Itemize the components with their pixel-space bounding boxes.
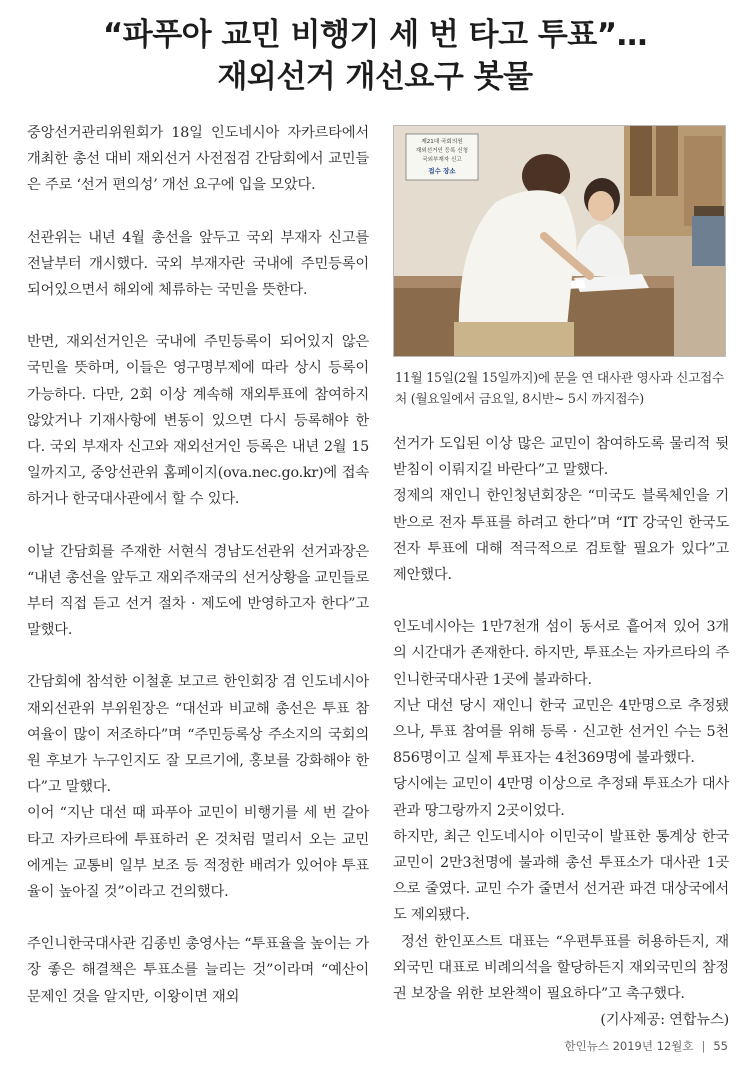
headline-line-1: “파푸아 교민 비행기 세 번 타고 투표”… xyxy=(102,17,648,53)
svg-text:제21대 국회의원: 제21대 국회의원 xyxy=(421,139,463,145)
paragraph: 이어 “지난 대선 때 파푸아 교민이 비행기를 세 번 갈아타고 자카르타에 투표하러 온 것처럼 멀리서 오는 교민에게는 교통비 일부 보조 등 적정한 배려가 있어야 투표율이 높아질 것”이라고 건의했다. xyxy=(27,805,369,901)
paragraph: 이날 간담회를 주재한 서현식 경남도선관위 선거과장은 “내년 총선을 앞두고 재외주재국의 선거상황을 교민들로부터 직접 듣고 선거 절차 · 제도에 반영하고자 한다”고 말했다. xyxy=(27,543,369,639)
article-credit: (기사제공: 연합뉴스) xyxy=(600,1012,729,1029)
paragraph: 정제의 재인니 한인청년회장은 “미국도 블록체인을 기반으로 전자 투표를 하려고 한다”며 “IT 강국인 한국도 전자 투표에 대해 적극적으로 검토할 필요가 있다”고 제안했다. xyxy=(393,488,729,584)
paragraph: 중앙선거관리위원회가 18일 인도네시아 자카르타에서 개최한 총선 대비 재외선거 사전점검 간담회에서 교민들은 주로 ‘선거 편의성’ 개선 요구에 입을 모았다. xyxy=(27,125,369,194)
photo-caption: 11월 15일(2월 15일까지)에 문을 연 대사관 영사과 신고접수처 (월요일에서 금요일, 8시반~ 5시 까지접수) xyxy=(395,370,724,406)
paragraph: 주인니한국대사관 김종빈 총영사는 “투표율을 높이는 가장 좋은 해결책은 투표소를 늘리는 것”이라며 “예산이 문제인 것을 알지만, 이왕이면 재외 xyxy=(27,936,369,1005)
article-left-column xyxy=(27,120,369,1010)
svg-text:국외부재자 신고: 국외부재자 신고 xyxy=(422,157,462,163)
article-headline xyxy=(0,14,750,98)
article-photo xyxy=(393,125,726,357)
page-number: 55 xyxy=(713,1039,728,1053)
sign-board xyxy=(406,134,478,180)
paragraph: 선관위는 내년 4월 총선을 앞두고 국외 부재자 신고를 전날부터 개시했다. 국외 부재자란 국내에 주민등록이 되어있으면서 해외에 체류하는 국민을 뜻한다. xyxy=(27,229,369,299)
paragraph: 지난 대선 당시 재인니 한국 교민은 4만명으로 추정됐으나, 투표 참여를 위해 등록 · 신고한 선거인 수는 5천856명이고 실제 투표자는 4천369명에 불과했다. xyxy=(393,697,729,767)
article-right-column xyxy=(393,431,729,1033)
paragraph: 선거가 도입된 이상 많은 교민이 참여하도록 물리적 뒷받침이 이뤄지길 바란다”고 말했다. xyxy=(393,436,729,479)
paragraph: 인도네시아는 1만7천개 섬이 동서로 흩어져 있어 3개의 시간대가 존재한다. 하지만, 투표소는 자카르타의 주인니한국대사관 1곳에 불과하다. xyxy=(393,619,729,688)
closing-quote: 정선 한인포스트 대표는 “우편투표를 허용하든지, 재외국민 대표로 비례의석을 할당하든지 재외국민의 참정권 보장을 위한 보완책이 필요하다”고 촉구했다. xyxy=(393,933,729,1003)
paragraph: 당시에는 교민이 4만명 이상으로 추정돼 투표소가 대사관과 땅그랑까지 2곳이었다. xyxy=(393,776,729,819)
paragraph: 반면, 재외선거인은 국내에 주민등록이 되어있지 않은 국민을 뜻하며, 이들은 영구명부제에 따라 상시 등록이 가능하다. 다만, 2회 이상 계속해 재외투표에 참여하지 않았거나 기재사항에 변동이 있으면 다시 등록해야 한다. 국외 부재자 신고와 재외선거인 등록은 내년 2월 15일까지고, 중앙선관위 홈페이지(ova.nec.go.kr)에 접속하거나 한국대사관에서 할 수 있다. xyxy=(27,334,369,508)
svg-text:접수 장소: 접수 장소 xyxy=(428,167,456,175)
publication-name: 한인뉴스 2019년 12월호 xyxy=(564,1039,694,1053)
svg-text:재외선거인 등록 신청: 재외선거인 등록 신청 xyxy=(415,148,469,154)
page-footer xyxy=(0,1038,728,1054)
paragraph: 간담회에 참석한 이철훈 보고르 한인회장 겸 인도네시아 재외선관위 부위원장은 “대선과 비교해 총선은 투표 참여율이 많이 저조하다”며 “주민등록상 주소지의 국회의원 후보가 누구인지도 잘 모르기에, 홍보를 강화해야 한다”고 말했다. xyxy=(27,674,369,796)
headline-line-2: 재외선거 개선요구 봇물 xyxy=(217,59,533,95)
paragraph: 하지만, 최근 인도네시아 이민국이 발표한 통계상 한국 교민이 2만3천명에 불과해 총선 투표소가 대사관 1곳으로 줄였다. 교민 수가 줄면서 선거관 파견 대상국에서도 제외됐다. xyxy=(393,828,729,924)
paragraph xyxy=(393,929,729,1029)
footer-separator: | xyxy=(701,1039,706,1053)
